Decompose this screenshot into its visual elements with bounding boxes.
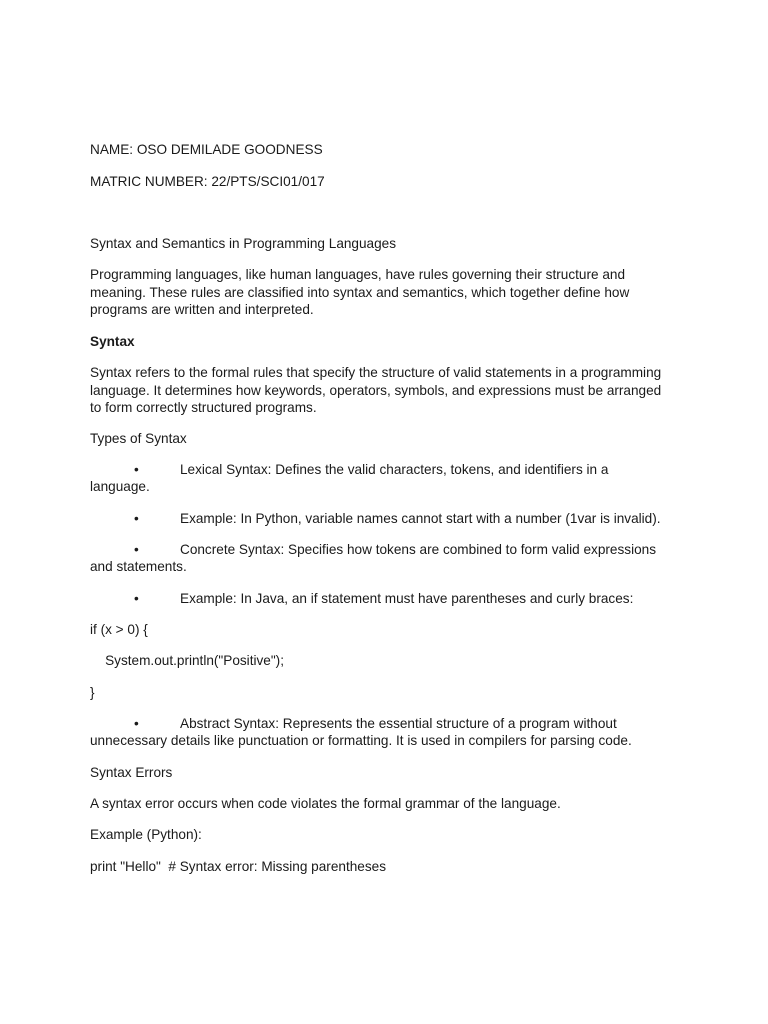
bullet-icon: • xyxy=(134,542,139,557)
student-name: NAME: OSO DEMILADE GOODNESS xyxy=(90,142,323,157)
bullet-text: Lexical Syntax: Defines the valid characters, tokens, and identifiers in a xyxy=(180,462,609,477)
bullet-concrete-example xyxy=(90,590,680,607)
intro-line-2: meaning. These rules are classified into syntax and semantics, which together define how xyxy=(90,285,630,300)
syntax-def-line-1: Syntax refers to the formal rules that specify the structure of valid statements in a programming xyxy=(90,365,662,380)
syntax-errors-def: A syntax error occurs when code violates the formal grammar of the language. xyxy=(90,796,561,811)
code-java-line-2: System.out.println("Positive"); xyxy=(90,653,284,668)
code-python: print "Hello" # Syntax error: Missing parentheses xyxy=(90,859,387,874)
document-title: Syntax and Semantics in Programming Languages xyxy=(90,236,397,251)
intro-line-3: programs are written and interpreted. xyxy=(90,302,314,317)
bullet-text-cont: unnecessary details like punctuation or formatting. It is used in compilers for parsing code. xyxy=(90,733,632,749)
bullet-text-cont: language. xyxy=(90,479,150,495)
syntax-errors-heading: Syntax Errors xyxy=(90,765,173,780)
code-java-line-3: } xyxy=(90,685,95,700)
bullet-lexical-example xyxy=(90,510,680,527)
bullet-concrete-syntax xyxy=(90,541,680,576)
syntax-def-line-3: to form correctly structured programs. xyxy=(90,400,317,415)
bullet-lexical-syntax xyxy=(90,461,680,496)
bullet-icon: • xyxy=(134,716,139,731)
bullet-icon: • xyxy=(134,591,139,606)
bullet-text-cont: and statements. xyxy=(90,559,187,575)
example-label: Example (Python): xyxy=(90,827,202,842)
bullet-abstract-syntax xyxy=(90,715,680,750)
bullet-text: Abstract Syntax: Represents the essential structure of a program without xyxy=(180,716,617,731)
bullet-text: Example: In Java, an if statement must have parentheses and curly braces: xyxy=(180,591,634,606)
code-java-line-1: if (x > 0) { xyxy=(90,622,148,637)
bullet-text: Example: In Python, variable names cannot start with a number (1var is invalid). xyxy=(180,511,661,526)
syntax-heading: Syntax xyxy=(90,334,135,349)
bullet-icon: • xyxy=(134,511,139,526)
matric-number: MATRIC NUMBER: 22/PTS/SCI01/017 xyxy=(90,174,325,189)
bullet-icon: • xyxy=(134,462,139,477)
syntax-def-line-2: language. It determines how keywords, operators, symbols, and expressions must be arranged xyxy=(90,383,662,398)
types-heading: Types of Syntax xyxy=(90,431,187,446)
bullet-text: Concrete Syntax: Specifies how tokens are combined to form valid expressions xyxy=(180,542,657,557)
intro-line-1: Programming languages, like human languages, have rules governing their structure and xyxy=(90,267,626,282)
